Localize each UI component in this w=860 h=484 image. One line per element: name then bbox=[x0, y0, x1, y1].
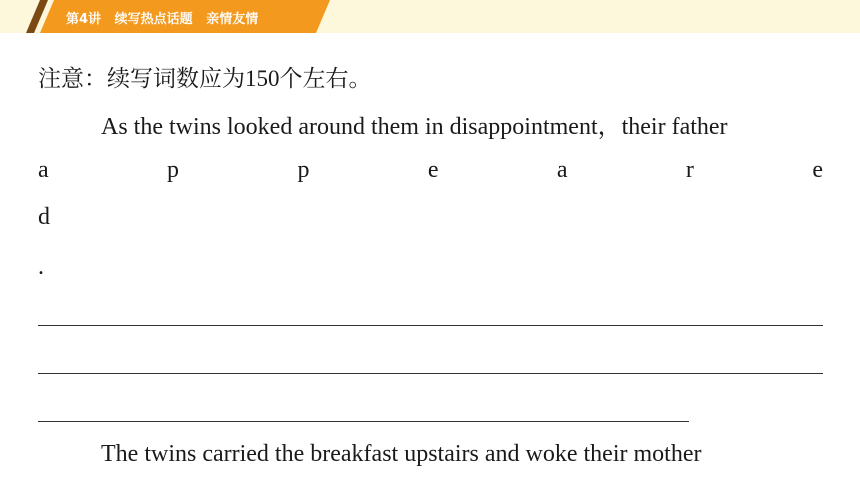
period-mark: . bbox=[38, 254, 44, 280]
writing-line bbox=[38, 325, 823, 326]
letter: e bbox=[427, 157, 439, 183]
writing-line bbox=[38, 421, 689, 422]
letter: a bbox=[38, 157, 49, 183]
letter: a bbox=[556, 157, 568, 183]
writing-line bbox=[38, 373, 823, 374]
paragraph-2-opening: The twins carried the breakfast upstairs and woke their mother bbox=[101, 441, 702, 467]
letter: p bbox=[297, 157, 310, 183]
paragraph-1-opening: As the twins looked around them in disappointment，their father bbox=[101, 114, 728, 140]
letter: r bbox=[685, 157, 694, 183]
letter-d: d bbox=[38, 204, 50, 230]
letter: e bbox=[812, 157, 823, 183]
letter: p bbox=[167, 157, 180, 183]
appeared-spread-letters bbox=[38, 157, 823, 184]
lesson-title: 第4讲 续写热点话题 亲情友情 bbox=[66, 12, 259, 27]
word-count-note: 注意：续写词数应为150个左右。 bbox=[38, 66, 372, 91]
